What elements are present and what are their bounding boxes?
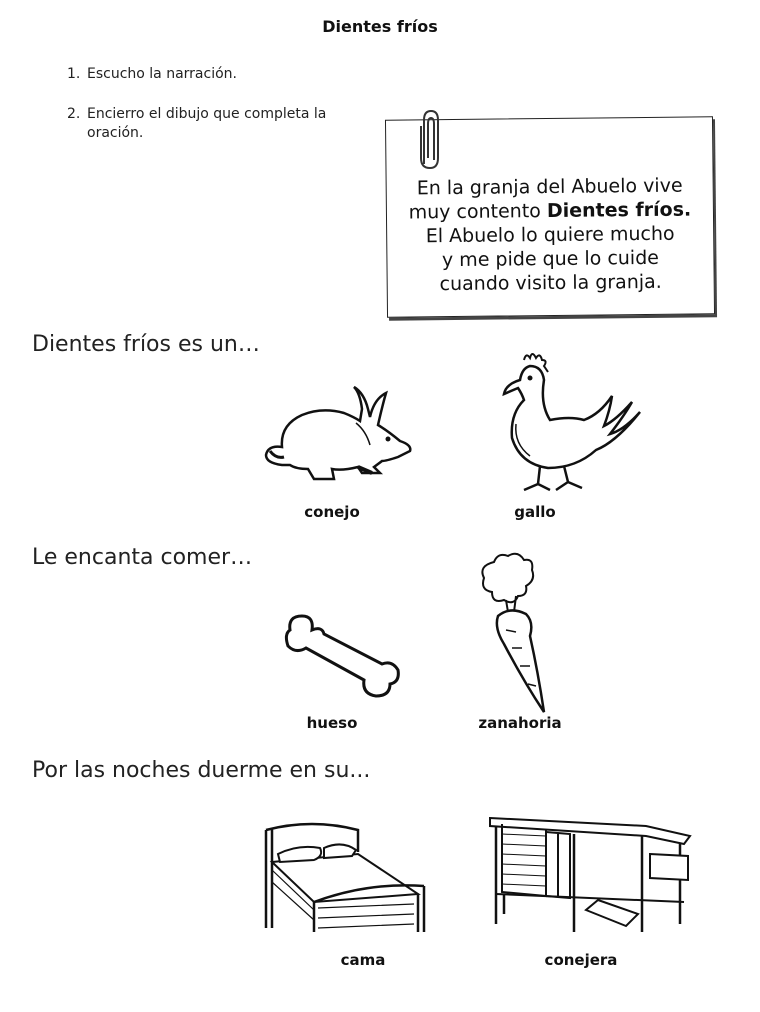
page-title: Dientes fríos xyxy=(322,17,438,36)
story-line-text: muy contento xyxy=(408,200,548,224)
option-cama[interactable]: cama xyxy=(340,951,386,969)
option-gallo[interactable]: gallo xyxy=(514,503,556,521)
story-line: El Abuelo lo quiere mucho xyxy=(425,222,675,248)
rooster-icon[interactable] xyxy=(500,350,650,500)
option-hueso[interactable]: hueso xyxy=(306,714,358,732)
option-zanahoria[interactable]: zanahoria xyxy=(478,714,562,732)
option-conejera[interactable]: conejera xyxy=(544,951,618,969)
question-1: Dientes fríos es un… xyxy=(32,332,260,357)
instruction-text-cont: oración. xyxy=(87,125,144,141)
instruction-number: 2. xyxy=(67,106,81,122)
rabbit-icon[interactable] xyxy=(262,385,422,485)
story-line xyxy=(387,197,713,224)
character-name: Dientes fríos. xyxy=(546,198,692,223)
instruction-text: Encierro el dibujo que completa la xyxy=(87,106,327,122)
bed-icon[interactable] xyxy=(258,824,430,936)
instruction-2 xyxy=(67,105,326,143)
question-2: Le encanta comer… xyxy=(32,545,253,570)
option-conejo[interactable]: conejo xyxy=(304,503,360,521)
story-line: y me pide que lo cuide xyxy=(441,246,660,272)
carrot-icon[interactable] xyxy=(474,552,554,716)
bone-icon[interactable] xyxy=(284,614,404,700)
story-line: cuando visito la granja. xyxy=(439,270,662,296)
story-line: En la granja del Abuelo vive xyxy=(416,174,683,200)
instruction-1 xyxy=(67,65,237,84)
instruction-number: 1. xyxy=(67,66,81,82)
question-3: Por las noches duerme en su... xyxy=(32,758,371,783)
hutch-icon[interactable] xyxy=(488,814,694,936)
instruction-text: Escucho la narración. xyxy=(87,66,237,82)
paperclip-icon xyxy=(414,108,448,174)
story-text xyxy=(387,173,714,296)
